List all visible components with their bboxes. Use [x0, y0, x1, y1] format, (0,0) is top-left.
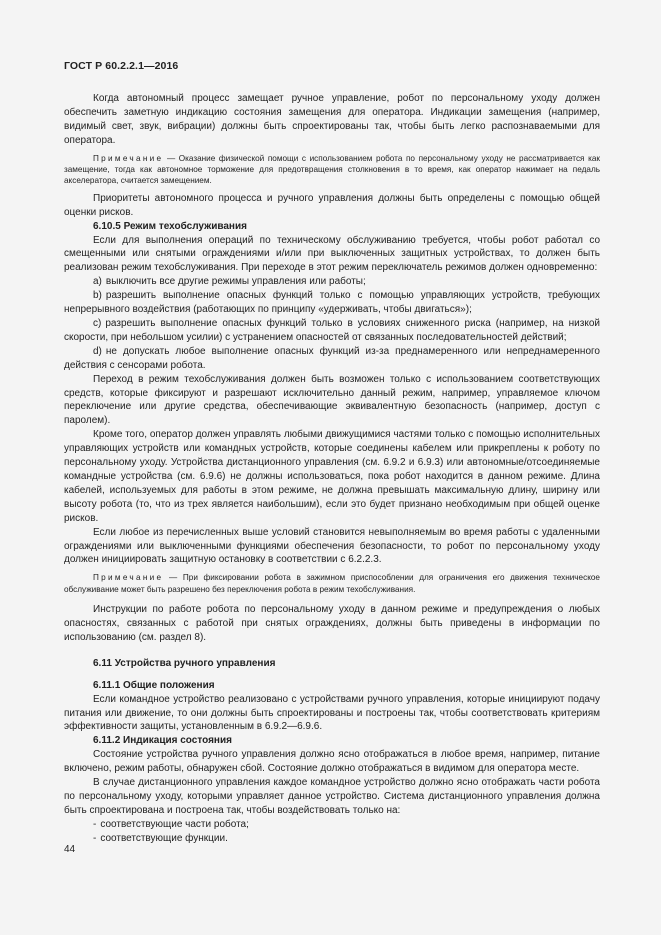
note-dash: —: [169, 573, 178, 583]
list-marker: a): [93, 276, 102, 288]
maintenance-requirements-list: [64, 275, 600, 372]
remote-control-list: [64, 818, 600, 846]
list-marker: c): [93, 318, 102, 329]
paragraph-mode-transition: Переход в режим техобслуживания должен быть возможен только с использованием соответствующих средств, которые фиксируют и разрешают исключительно данный режим, например, управляемое ключом переключение или другие средства, обеспечивающие эквивалентную безопасность (например, доступ с паролем).: [64, 373, 600, 427]
paragraph-override-indication: Когда автономный процесс замещает ручное управление, робот по персональному уходу должен обеспечить заметную индикацию состояния замещения для оператора. Индикации замещения (например, видимый свет, звук, вибрации) должны быть спроектированы так, чтобы быть легко распознаваемыми для оператора.: [64, 93, 600, 146]
note-override: [64, 153, 600, 187]
list-marker: -: [93, 818, 97, 830]
list-item-text: соответствующие функции.: [100, 832, 228, 844]
list-item: [64, 345, 600, 373]
note-text: При фиксировании робота в зажимном приспособлении для ограничения его движения техническое обслуживание может быть разрешено без переключения робота в режим техобслуживания.: [64, 573, 600, 594]
list-item-text: выключить все другие режимы управления или работы;: [105, 276, 366, 288]
paragraph-general-provisions: Если командное устройство реализовано с устройствами ручного управления, которые инициируют подачу питания или движение, то они должны быть спроектированы и построены так, чтобы соответствовать критериям эффективности защиты, установленным в 6.9.2—6.9.6.: [64, 693, 600, 733]
paragraph-priorities: Приоритеты автономного процесса и ручного управления должны быть определены с помощью общей оценки рисков.: [64, 192, 600, 218]
page-number: 44: [64, 844, 76, 855]
paragraph-protective-stop: Если любое из перечисленных выше условий становится невыполняемым во время работы с удаленными ограждениями или выключенными функциями обеспечения безопасности, то робот по персональному уходу должен инициировать защитную остановку в соответствии с 6.2.2.3.: [64, 526, 600, 566]
heading-6-11: 6.11 Устройства ручного управления: [93, 657, 276, 669]
note-label: Примечание: [93, 573, 164, 583]
list-item-text: не допускать любое выполнение опасных функций из-за преднамеренного или непреднамеренного действия с сенсорами робота.: [64, 345, 600, 371]
list-item: [64, 275, 600, 289]
list-marker: -: [93, 832, 97, 844]
note-fixture: [64, 572, 600, 595]
list-item: [64, 832, 600, 846]
paragraph-instructions: Инструкции по работе робота по персональному уходу в данном режиме и предупреждения о любых опасностях, связанных с работой при снятых ограждениях, должны быть приведены в информации по использованию (см. раздел 8).: [64, 604, 600, 643]
list-item: [64, 289, 600, 317]
note-text: Оказание физической помощи с использованием робота по персональному уходу не рассматривается как замещение, тогда как автономное торможение для предотвращения столкновения в то время, как оператор нажимает на педаль акселератора, считается замещением.: [64, 153, 600, 186]
paragraph-remote-control: В случае дистанционного управления каждое командное устройство должно ясно отображать части робота по персональному уходу, которыми управляет данное устройство. Система дистанционного управления должна быть спроектирована и построена так, чтобы воздействовать только на:: [64, 777, 600, 816]
list-marker: d): [93, 345, 102, 357]
heading-6-11-1: 6.11.1 Общие положения: [93, 679, 215, 691]
heading-6-11-2: 6.11.2 Индикация состояния: [93, 735, 232, 747]
note-dash: —: [166, 153, 176, 163]
list-item-text: разрешить выполнение опасных функций только с помощью управляющих устройств, требующих непрерывного воздействия (работающих по принципу «удерживать, чтобы двигаться»);: [64, 290, 600, 316]
paragraph-maintenance-intro: Если для выполнения операций по техническому обслуживанию требуется, чтобы робот работал со смещенными или снятыми ограждениями и/или при выключенных защитных устройствах, то должен быть реализован режим техобслуживания. При переходе в этот режим переключатель режимов должен одновременно:: [64, 234, 600, 274]
list-marker: b): [93, 290, 102, 302]
standard-title: ГОСТ Р 60.2.2.1—2016: [64, 60, 179, 72]
list-item: [64, 317, 600, 345]
list-item-text: разрешить выполнение опасных функций только в условиях сниженного риска (например, на низкой скорости, при небольшом усилии) с устранением опасностей от связанных последовательностей действий;: [64, 318, 600, 343]
paragraph-status-display: Состояние устройства ручного управления должно ясно отображаться в любое время, например, питание включено, режим работы, обнаружен сбой. Состояние должно отображаться в видимом для оператора месте.: [64, 749, 600, 775]
page-body: [64, 92, 600, 846]
paragraph-operator-controls: Кроме того, оператор должен управлять любыми движущимися частями только с помощью исполнительных управляющих устройств или командных устройств, которые соединены кабелем или прикреплены к роботу по персональному уходу. Устройства дистанционного управления (см. 6.9.2 и 6.9.3) или автономные/отсоединяемые командные устройства (см. 6.9.6) не должны использоваться, пока робот находится в данном режиме. Длина кабелей, используемых для работы в этом режиме, не должна превышать максимальную длину, ширину или высоту робота (то, что из трех является наибольшим), если это будет признано необходимым при общей оценке рисков.: [64, 429, 600, 524]
note-label: Примечание: [93, 153, 164, 163]
list-item: [64, 818, 600, 832]
list-item-text: соответствующие части робота;: [100, 818, 249, 830]
heading-6-10-5: 6.10.5 Режим техобслуживания: [93, 220, 247, 232]
